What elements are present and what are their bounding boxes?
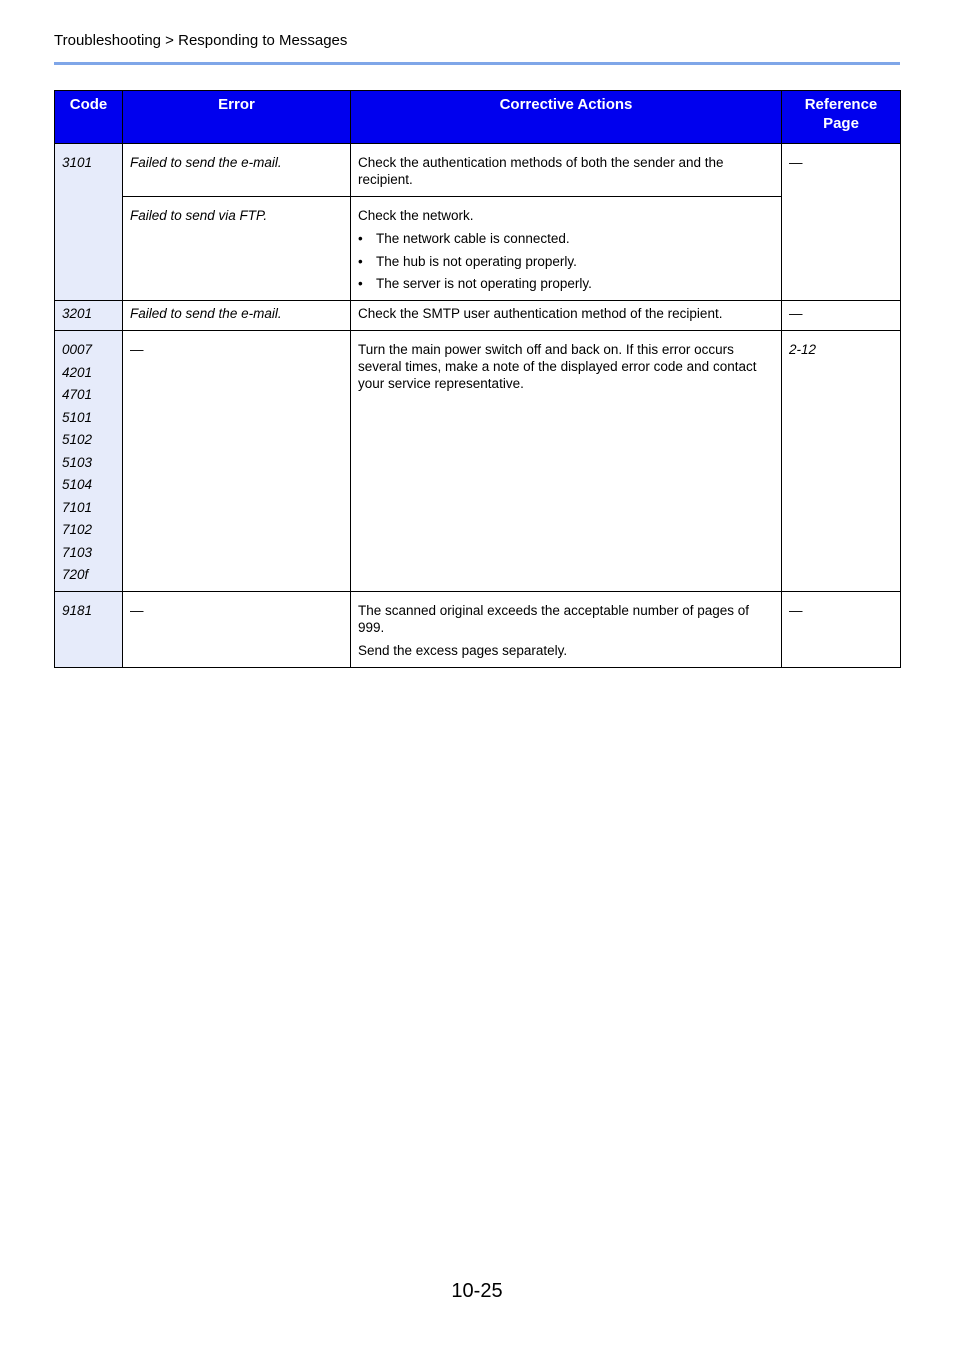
error-cell: Failed to send the e-mail. — [123, 301, 351, 331]
code-value: 5104 — [62, 477, 93, 492]
error-cell: — — [123, 592, 351, 668]
reference-cell: — — [782, 144, 901, 301]
code-value: 7103 — [62, 544, 93, 560]
table-header-row — [55, 91, 901, 144]
action-cell: Check the SMTP user authentication method of the recipient. — [351, 301, 782, 331]
column-header-error: Error — [123, 91, 351, 144]
code-value: 5101 — [62, 409, 93, 425]
code-value: 5103 — [62, 454, 93, 470]
action-cell — [351, 592, 782, 668]
code-cell: 3201 — [55, 301, 123, 331]
page-number: 10-25 — [451, 1280, 503, 1302]
error-cell: — — [123, 331, 351, 592]
action-bullet-list — [358, 230, 774, 292]
action-text: Check the network. — [358, 208, 474, 223]
action-bullet: • The hub is not operating properly. — [358, 253, 774, 270]
code-cell: 3101 — [55, 144, 123, 301]
table-row — [55, 144, 901, 197]
code-value: 7101 — [62, 499, 93, 515]
table-row — [55, 592, 901, 668]
code-cell: 9181 — [55, 592, 123, 668]
table-row — [55, 331, 901, 592]
action-cell — [351, 197, 782, 301]
code-value: 720f — [62, 567, 89, 582]
action-cell: Check the authentication methods of both the sender and the recipient. — [351, 144, 782, 197]
reference-cell: — — [782, 592, 901, 668]
action-text: The scanned original exceeds the acceptable number of pages of 999. — [358, 603, 750, 635]
header-divider — [54, 62, 900, 65]
action-text: Send the excess pages separately. — [358, 643, 568, 658]
column-header-corrective-actions: Corrective Actions — [351, 91, 782, 144]
column-header-code: Code — [55, 91, 123, 144]
error-cell: Failed to send the e-mail. — [123, 144, 351, 197]
code-cell — [55, 331, 123, 592]
code-value: 7102 — [62, 522, 93, 537]
error-message-table — [54, 90, 901, 668]
action-bullet: • The server is not operating properly. — [358, 275, 774, 292]
code-value: 5102 — [62, 432, 93, 447]
table-row — [55, 197, 901, 301]
reference-cell: — — [782, 301, 901, 331]
code-value: 4701 — [62, 387, 93, 402]
reference-cell: 2-12 — [782, 331, 901, 592]
action-cell: Turn the main power switch off and back on. If this error occurs several times, make a note of the displayed error code and contact your service representative. — [351, 331, 782, 592]
code-value: 0007 — [62, 342, 93, 357]
code-value: 4201 — [62, 364, 93, 380]
table-row — [55, 301, 901, 331]
action-bullet: • The network cable is connected. — [358, 230, 774, 247]
breadcrumb: Troubleshooting > Responding to Messages — [54, 32, 348, 49]
column-header-reference-page: Reference Page — [782, 91, 901, 144]
error-cell: Failed to send via FTP. — [123, 197, 351, 301]
